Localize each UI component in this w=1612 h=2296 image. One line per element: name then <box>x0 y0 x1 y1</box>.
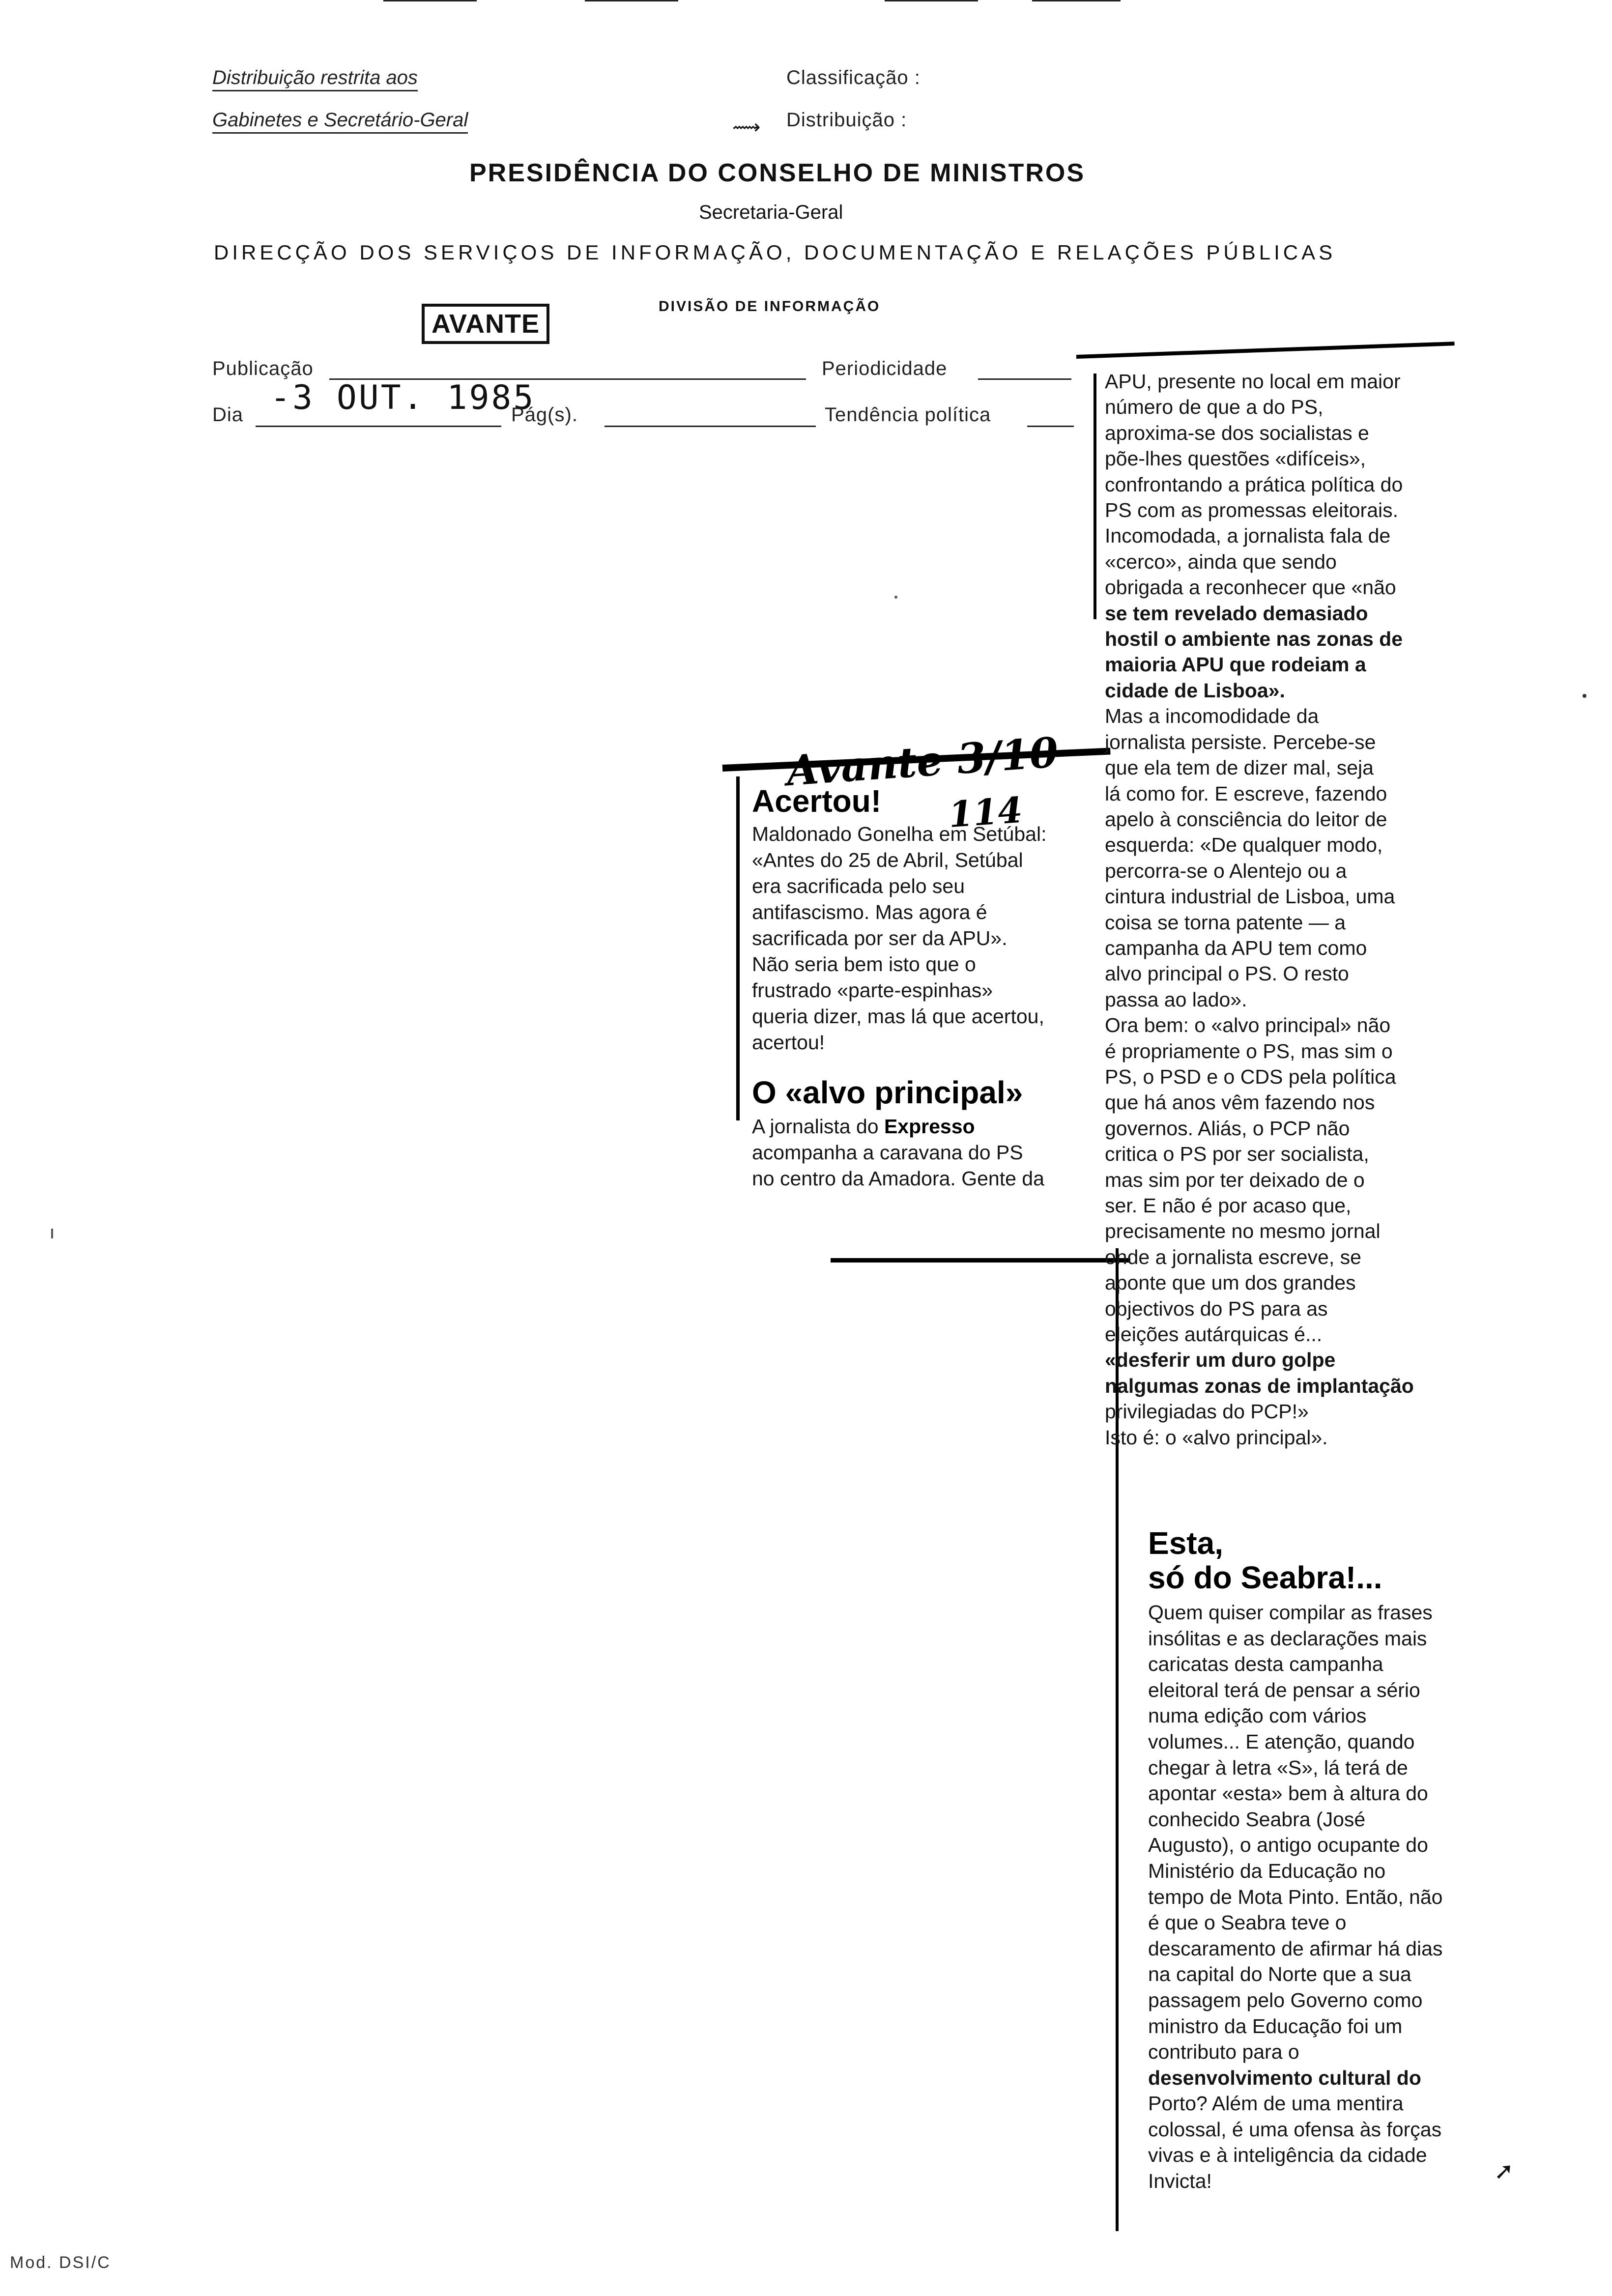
text-line: que há anos vêm fazendo nos <box>1105 1091 1375 1114</box>
text-line: número de que a do PS, <box>1105 396 1324 419</box>
text-line: contributo para o <box>1148 2040 1299 2064</box>
handwritten-number: 114 <box>947 788 1024 836</box>
bold-text: Expresso <box>884 1115 975 1138</box>
arrow-icon: ⟿ <box>732 116 761 138</box>
text-line: põe-lhes questões «difíceis», <box>1105 447 1366 470</box>
text-line: Mas a incomodidade da <box>1105 705 1319 728</box>
form-code: Mod. DSI/C <box>10 2253 111 2272</box>
text-line: percorra-se o Alentejo ou a <box>1105 859 1347 882</box>
text-line: passa ao lado». <box>1105 988 1247 1011</box>
distribuicao-label: Distribuição : <box>786 109 907 131</box>
text-line: acertou! <box>752 1031 825 1054</box>
text-line: mas sim por ter deixado de o <box>1105 1168 1365 1191</box>
dia-field-line <box>256 426 501 427</box>
text-line: Quem quiser compilar as frases <box>1148 1601 1433 1624</box>
text-line: confrontando a prática política do <box>1105 473 1403 496</box>
text-line: conhecido Seabra (José <box>1148 1808 1366 1831</box>
handwritten-note: Avante 3/10 <box>785 727 1060 796</box>
text-line: nalgumas zonas de implantação <box>1105 1374 1414 1397</box>
text-line: eleições autárquicas é... <box>1105 1323 1323 1346</box>
text-line: passagem pelo Governo como <box>1148 1988 1423 2011</box>
text-line: hostil o ambiente nas zonas de <box>1105 628 1403 651</box>
text-line: maioria APU que rodeiam a <box>1105 653 1366 676</box>
text-line: na capital do Norte que a sua <box>1148 1963 1411 1986</box>
text-line: aponte que um dos grandes <box>1105 1271 1356 1294</box>
speck <box>1583 694 1586 698</box>
text-line: ser. E não é por acaso que, <box>1105 1194 1352 1217</box>
text-line: jornalista persiste. Percebe-se <box>1105 730 1376 753</box>
text-line: colossal, é uma ofensa às forças <box>1148 2118 1442 2141</box>
text-line: tempo de Mota Pinto. Então, não <box>1148 1885 1443 1908</box>
text-line: cidade de Lisboa». <box>1105 679 1285 702</box>
text-line: é propriamente o PS, mas sim o <box>1105 1039 1393 1062</box>
text-line: precisamente no mesmo jornal <box>1105 1220 1381 1243</box>
right-clipping-border <box>1094 373 1096 619</box>
top-faint-line <box>585 0 678 1</box>
pags-label: Pág(s). <box>511 404 578 426</box>
text-line: numa edição com vários <box>1148 1704 1367 1727</box>
arrow-mark-icon: ➚ <box>1494 2158 1514 2184</box>
text-line: caricatas desta campanha <box>1148 1653 1383 1676</box>
text-line: esquerda: «De qualquer modo, <box>1105 833 1383 857</box>
text-line: Augusto), o antigo ocupante do <box>1148 1834 1428 1857</box>
text-span: A jornalista do <box>752 1115 884 1138</box>
text-line: frustrado «parte-espinhas» <box>752 979 993 1002</box>
text-line: acompanha a caravana do PS <box>752 1141 1023 1164</box>
text-line: sacrificada por ser da APU». <box>752 927 1008 949</box>
top-faint-line <box>885 0 978 1</box>
clipping-bottom-rule <box>831 1258 1130 1263</box>
page-title: PRESIDÊNCIA DO CONSELHO DE MINISTROS <box>469 159 1086 187</box>
clipping-left-border <box>736 776 740 1120</box>
text-line: era sacrificada pelo seu <box>752 875 965 897</box>
text-line: no centro da Amadora. Gente da <box>752 1167 1044 1190</box>
text-line: ministro da Educação foi um <box>1148 2014 1403 2038</box>
publication-stamp: AVANTE <box>422 304 549 344</box>
top-faint-line <box>383 0 477 1</box>
text-line: coisa se torna patente — a <box>1105 911 1346 934</box>
text-line: Invicta! <box>1148 2170 1212 2193</box>
tendencia-field-line <box>1027 426 1074 427</box>
text-line: Maldonado Gonelha em Setúbal: <box>752 823 1047 845</box>
text-line: PS com as promessas eleitorais. <box>1105 499 1399 522</box>
periodicidade-field-line <box>978 378 1071 380</box>
text-line: Isto é: o «alvo principal». <box>1105 1426 1328 1449</box>
speck <box>894 596 897 599</box>
text-line: APU, presente no local em maior <box>1105 370 1401 393</box>
speck <box>51 1229 53 1238</box>
publicacao-label: Publicação <box>212 358 314 379</box>
text-line: antifascismo. Mas agora é <box>752 901 987 923</box>
tendencia-label: Tendência política <box>825 404 991 426</box>
page-subtitle: Secretaria-Geral <box>699 201 843 223</box>
paragraph-alvo-principal <box>752 1114 1096 1192</box>
text-line: «Antes do 25 de Abril, Setúbal <box>752 849 1023 871</box>
text-line: PS, o PSD e o CDS pela política <box>1105 1065 1396 1088</box>
text-line: lá como for. E escreve, fazendo <box>1105 782 1387 805</box>
text-line: alvo principal o PS. O resto <box>1105 962 1349 985</box>
text-line: Porto? Além de uma mentira <box>1148 2092 1404 2115</box>
right-clipping-top-rule <box>1076 342 1455 359</box>
pags-field-line <box>604 426 816 427</box>
text-line: campanha da APU tem como <box>1105 936 1367 959</box>
text-line: objectivos do PS para as <box>1105 1297 1328 1320</box>
distribution-note-line2: Gabinetes e Secretário-Geral <box>212 109 468 134</box>
heading-alvo-principal: O «alvo principal» <box>752 1075 1023 1110</box>
heading-seabra-line2: só do Seabra!... <box>1148 1560 1382 1595</box>
text-line: eleitoral terá de pensar a sério <box>1148 1678 1420 1701</box>
date-stamp: -3 OUT. 1985 <box>270 378 536 417</box>
dia-label: Dia <box>212 404 244 426</box>
text-line: Não seria bem isto que o <box>752 953 976 976</box>
classificacao-label: Classificação : <box>786 67 921 88</box>
text-line: apelo à consciência do leitor de <box>1105 807 1387 831</box>
text-line: Ministério da Educação no <box>1148 1859 1386 1882</box>
directorate: DIRECÇÃO DOS SERVIÇOS DE INFORMAÇÃO, DOCUMENTAÇÃO E RELAÇÕES PÚBLICAS <box>214 241 1336 264</box>
text-line: «cerco», ainda que sendo <box>1105 550 1337 573</box>
text-line: onde a jornalista escreve, se <box>1105 1245 1361 1268</box>
text-line: insólitas e as declarações mais <box>1148 1627 1427 1650</box>
text-line: queria dizer, mas lá que acertou, <box>752 1005 1044 1028</box>
text-line: aproxima-se dos socialistas e <box>1105 421 1369 444</box>
division: DIVISÃO DE INFORMAÇÃO <box>659 298 881 315</box>
paragraph-seabra <box>1148 1600 1502 2194</box>
distribution-note-line1: Distribuição restrita aos <box>212 67 418 91</box>
text-line: descaramento de afirmar há dias <box>1148 1937 1443 1960</box>
text-line: «desferir um duro golpe <box>1105 1349 1336 1372</box>
text-line: Incomodada, a jornalista fala de <box>1105 524 1391 547</box>
text-line: volumes... E atenção, quando <box>1148 1730 1415 1753</box>
paragraph-acertou <box>752 821 1096 1056</box>
text-line: vivas e à inteligência da cidade <box>1148 2144 1427 2167</box>
text-line: Ora bem: o «alvo principal» não <box>1105 1014 1391 1037</box>
text-line: obrigada a reconhecer que «não <box>1105 576 1396 599</box>
heading-seabra-line1: Esta, <box>1148 1525 1223 1561</box>
text-line: que ela tem de dizer mal, seja <box>1105 756 1374 779</box>
periodicidade-label: Periodicidade <box>822 358 948 379</box>
text-line: governos. Aliás, o PCP não <box>1105 1117 1350 1140</box>
text-line: se tem revelado demasiado <box>1105 602 1368 625</box>
clipping-left <box>752 784 1096 1192</box>
text-line: é que o Seabra teve o <box>1148 1911 1347 1934</box>
text-line: desenvolvimento cultural do <box>1148 2066 1421 2089</box>
text-line: chegar à letra «S», lá terá de <box>1148 1756 1408 1779</box>
clipping-right-col1 <box>1105 369 1459 1450</box>
top-faint-line <box>1032 0 1121 1</box>
clipping-right-col2 <box>1148 1526 1502 2194</box>
text-line: apontar «esta» bem à altura do <box>1148 1782 1428 1805</box>
text-line: privilegiadas do PCP!» <box>1105 1400 1309 1423</box>
text-line: critica o PS por ser socialista, <box>1105 1143 1369 1166</box>
heading-acertou: Acertou! <box>752 783 882 819</box>
text-line: cintura industrial de Lisboa, uma <box>1105 885 1395 908</box>
